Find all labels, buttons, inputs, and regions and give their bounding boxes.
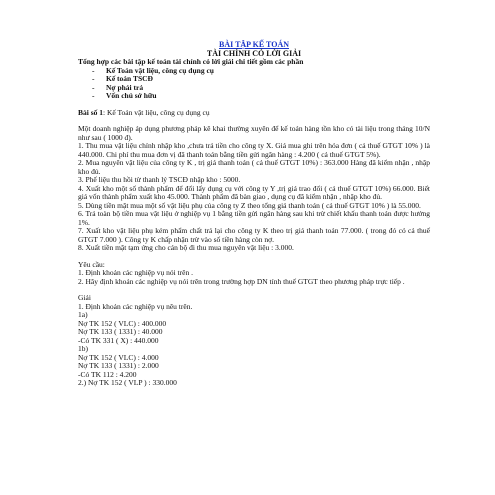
- problem-line: Một doanh nghiệp áp dụng phương pháp kê khai thường xuyên để kế toán hàng tồn kho có tài liệu trong tháng 10/N như sau ( 1000 đ).: [78, 124, 430, 142]
- problem-line: 2. Mua nguyên vật liệu của công ty K , trị giá thanh toán ( cả thuế GTGT 10%) : 363.000 Hàng đã kiểm nhận , nhập kho đủ.: [78, 158, 430, 176]
- lesson-label: Bài số 1: [78, 107, 104, 117]
- doc-title: BÀI TẬP KẾ TOÁN: [218, 40, 290, 49]
- requirement-item: 2. Hãy định khoản các nghiệp vụ nói trên trong trường hợp DN tính thuế GTGT theo phương pháp trực tiếp .: [78, 276, 405, 286]
- topic-list: [78, 67, 430, 101]
- doc-subtitle: TÀI CHÍNH CÓ LỜI GIẢI: [206, 49, 302, 58]
- problem-line: 6. Trả toàn bộ tiền mua vật liệu ở nghiệp vụ 1 bằng tiền gửi ngân hàng sau khi trừ chiết khấu thanh toán được hưởng 1%.: [78, 209, 430, 227]
- document-page: [78, 40, 430, 388]
- problem-line: 8. Xuất tiền mặt tạm ứng cho cán bộ đi thu mua nguyên vật liệu : 3.000.: [78, 243, 294, 252]
- topic-item: - Kế Toán vật liệu, công cụ dụng cụ: [92, 67, 430, 76]
- lesson-heading: [78, 109, 430, 118]
- solution-line: -Có TK 331 ( X) : 440.000: [78, 335, 159, 345]
- topic-item: - Vốn chủ sở hữu: [92, 92, 430, 101]
- problem-line: 3. Phế liệu thu hồi từ thanh lý TSCĐ nhập kho : 5000.: [78, 175, 241, 184]
- lesson-title: : Kế Toán vật liệu, công cụ dụng cụ: [103, 107, 210, 117]
- solution-label: Giải: [78, 293, 91, 302]
- problem-line: 4. Xuất kho một số thành phẩm để đổi lấy dụng cụ với công ty Y ,trị giá trao đổi ( cả thuế GTGT 10%) 66.000. Biết giá vốn thành phẩm xuất kho 45.000. Thành phẩm đã bàn giao , dụng cụ đã kiểm nhận , nhập kho đủ.: [78, 183, 430, 201]
- solution-line: 1. Định khoản các nghiệp vụ nêu trên.: [78, 301, 193, 311]
- solution-line: 1a): [78, 310, 88, 319]
- doc-intro: Tổng hợp các bài tập kế toán tài chính có lời giải chi tiết gồm các phần: [78, 57, 304, 66]
- solution-line: 2.) Nợ TK 152 ( VLP ) : 330.000: [78, 378, 177, 387]
- requirement-item: 1. Định khoản các nghiệp vụ nói trên .: [78, 268, 193, 277]
- solution-line: 1b): [78, 344, 88, 353]
- topic-item: - Kế toán TSCĐ: [92, 75, 430, 84]
- problem-line: 5. Dùng tiền mặt mua một số vật liệu phụ của công ty Z theo tổng giá thanh toán ( cả thuế GTGT 10% ) là 55.000.: [78, 200, 421, 210]
- solution-line: Nợ TK 133 ( 1331) : 2.000: [78, 361, 159, 370]
- problem-line: 1. Thu mua vật liệu chính nhập kho ,chưa trả tiền cho công ty X. Giá mua ghi trên hóa đơn ( cả thuế GTGT 10% ) là 440.000. Chi phí thu mua đơn vị đã thanh toán bằng tiền gửi ngân hàng : 4.200 ( cả thuế GTGT 5%).: [78, 141, 430, 159]
- solution-line: Nợ TK 152 ( VLC) : 400.000: [78, 318, 167, 328]
- topic-item: - Nợ phải trả: [92, 84, 430, 93]
- requirements-label: Yêu cầu:: [78, 259, 105, 269]
- solution-line: -Có TK 112 : 4.200: [78, 369, 137, 379]
- problem-line: 7. Xuất kho vật liệu phụ kém phẩm chất trả lại cho công ty K theo trị giá thanh toán 77.000. ( trong đó có cả thuế GTGT 7.000 ). Công ty K chấp nhận trừ vào số tiền hàng còn nợ.: [78, 226, 430, 244]
- solution-line: Nợ TK 152 ( VLC) : 4.000: [78, 352, 159, 362]
- solution-line: Nợ TK 133 ( 1331) : 40.000: [78, 327, 163, 336]
